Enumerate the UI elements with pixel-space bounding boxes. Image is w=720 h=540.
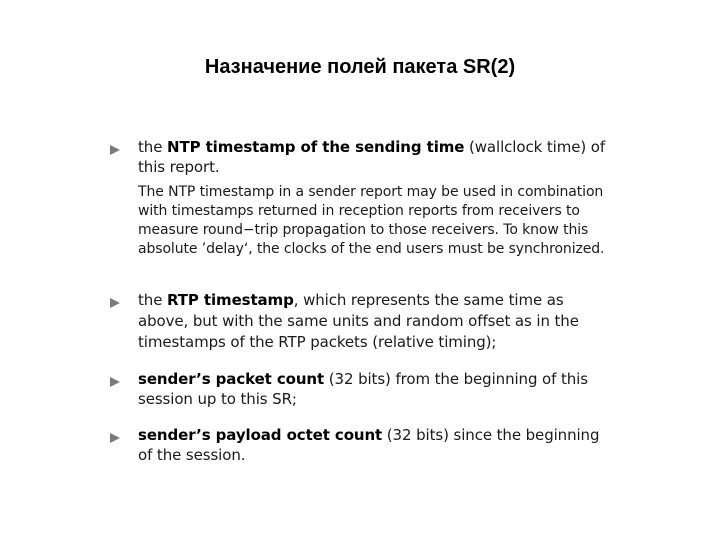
list-item [138,290,618,353]
item-prefix: the [138,291,167,309]
item-text: , which represents the same time as above, but with the same units and random offset as in the timestamps of the RTP packets (relative timing); [138,291,579,351]
list-item [138,369,608,409]
list-item [138,137,618,177]
triangle-bullet-icon [108,296,122,310]
item-text: (wallclock time) of this report. [138,138,606,176]
triangle-bullet-icon [108,143,122,157]
item-text: (32 bits) since the beginning of the session. [138,426,600,464]
list-item [138,425,608,465]
slide-title: Назначение полей пакета SR(2) [204,56,516,78]
item-detail: The NTP timestamp in a sender report may be used in combination with timestamps returned in reception reports from receivers to measure round−trip propagation to those receivers. To know this absolute ’delay‘, the clocks of the end users must be synchronized. [138,184,605,257]
item-prefix: the [138,138,167,156]
triangle-bullet-icon [108,431,122,445]
item-bold-term: NTP timestamp of the sending time [167,138,465,156]
item-text: (32 bits) from the beginning of this session up to this SR; [138,370,588,408]
item-bold-term: sender’s packet count [138,370,325,388]
item-bold-term: sender’s payload octet count [138,426,383,444]
item-bold-term: RTP timestamp [167,291,294,309]
triangle-bullet-icon [108,375,122,389]
